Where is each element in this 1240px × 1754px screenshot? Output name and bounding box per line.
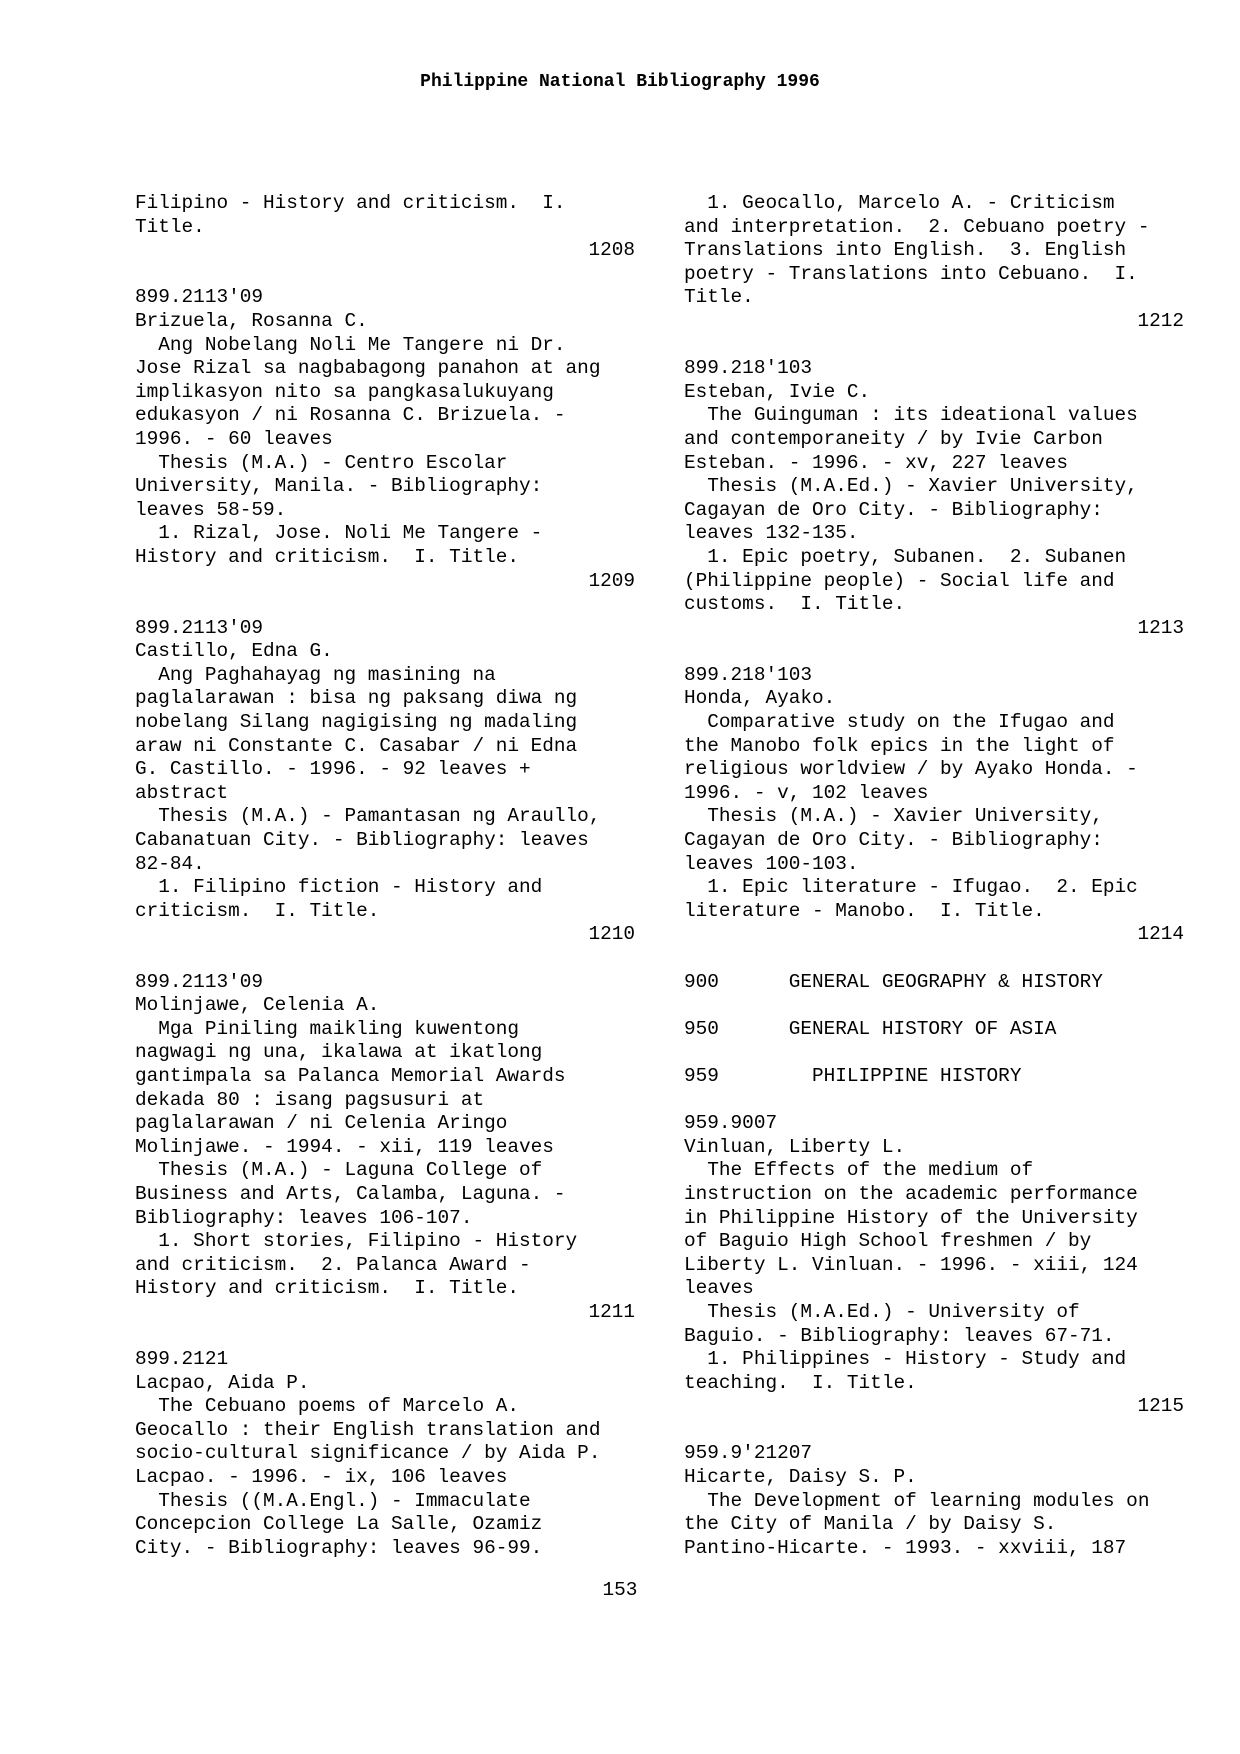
text-line: and interpretation. 2. Cebuano poetry - [684,215,1150,238]
text-line: Title. [135,215,205,238]
text-line: (Philippine people) - Social life and [684,569,1115,592]
entry-number: 1213 [1137,616,1184,639]
text-line: Thesis ((M.A.Engl.) - Immaculate [135,1489,531,1512]
text-line [684,1041,1184,1065]
text-line: Thesis (M.A.Ed.) - Xavier University, [684,475,1138,498]
text-line [684,994,1184,1018]
text-line: teaching. I. Title. [684,1371,917,1394]
text-line: in Philippine History of the University [684,1206,1138,1229]
text-line: 1. Short stories, Filipino - History [135,1230,578,1253]
text-line: 950 GENERAL HISTORY OF ASIA [684,1017,1057,1040]
text-line: Cabanatuan City. - Bibliography: leaves [135,829,589,852]
text-line: G. Castillo. - 1996. - 92 leaves + [135,758,531,781]
text-line: religious worldview / by Ayako Honda. - [684,758,1138,781]
text-line: nagwagi ng una, ikalawa at ikatlong [135,1041,543,1064]
text-line: Comparative study on the Ifugao and [684,711,1115,734]
text-line: literature - Manobo. I. Title. [684,899,1045,922]
text-line: Baguio. - Bibliography: leaves 67-71. [684,1324,1115,1347]
text-line [684,334,1184,358]
text-line: Castillo, Edna G. [135,640,333,663]
text-line: the Manobo folk epics in the light of [684,734,1115,757]
text-line: Hicarte, Daisy S. P. [684,1466,917,1489]
entry-number: 1212 [1137,309,1184,332]
text-line: leaves 58-59. [135,498,287,521]
text-line: Esteban. - 1996. - xv, 227 leaves [684,451,1068,474]
text-line [684,1419,1184,1443]
text-line: Pantino-Hicarte. - 1993. - xxviii, 187 [684,1536,1127,1559]
text-line: criticism. I. Title. [135,899,380,922]
text-line: Lacpao, Aida P. [135,1371,310,1394]
text-line: 900 GENERAL GEOGRAPHY & HISTORY [684,970,1103,993]
text-line: nobelang Silang nagigising ng madaling [135,711,578,734]
text-line: of Baguio High School freshmen / by [684,1230,1092,1253]
text-line: Ang Paghahayag ng masining na [135,663,496,686]
text-line: paglalarawan : bisa ng paksang diwa ng [135,687,578,710]
text-line: Geocallo : their English translation and [135,1418,601,1441]
text-line [135,947,635,971]
page-title: Philippine National Bibliography 1996 [420,72,820,92]
text-line: Ang Nobelang Noli Me Tangere ni Dr. [135,333,566,356]
entry-number: 1208 [588,239,635,262]
text-line: 899.2121 [135,1348,229,1371]
text-line: implikasyon nito sa pangkasalukuyang [135,380,554,403]
text-line: Honda, Ayako. [684,687,836,710]
text-line: 959.9'21207 [684,1442,812,1465]
text-line: Molinjawe. - 1994. - xii, 119 leaves [135,1135,554,1158]
text-line: Esteban, Ivie C. [684,380,871,403]
text-line: paglalarawan / ni Celenia Aringo [135,1112,508,1135]
text-line: Business and Arts, Calamba, Laguna. - [135,1182,566,1205]
text-line: leaves 100-103. [684,852,859,875]
text-line: 899.2113'09 [135,286,263,309]
entry-number: 1209 [588,569,635,592]
page-number: 153 [602,1579,638,1601]
text-line [135,1325,635,1349]
text-line: instruction on the academic performance [684,1182,1138,1205]
text-line: Thesis (M.A.) - Centro Escolar [135,451,508,474]
text-line: History and criticism. I. Title. [135,1277,519,1300]
text-line: Brizuela, Rosanna C. [135,309,368,332]
text-line: Cagayan de Oro City. - Bibliography: [684,498,1103,521]
text-line: Jose Rizal sa nagbabagong panahon at ang [135,357,601,380]
text-line: Thesis (M.A.) - Pamantasan ng Araullo, [135,805,601,828]
text-line [684,1089,1184,1113]
text-line: Bibliography: leaves 106-107. [135,1206,473,1229]
text-line: 1996. - 60 leaves [135,427,333,450]
text-line: 959.9007 [684,1112,778,1135]
text-line: Title. [684,286,754,309]
text-line: 1. Rizal, Jose. Noli Me Tangere - [135,522,543,545]
text-line: 959 PHILIPPINE HISTORY [684,1064,1022,1087]
text-line: poetry - Translations into Cebuano. I. [684,262,1138,285]
text-line: 899.2113'09 [135,970,263,993]
text-line: customs. I. Title. [684,593,906,616]
text-line: University, Manila. - Bibliography: [135,475,543,498]
text-line: 899.218'103 [684,663,812,686]
text-line: The Effects of the medium of [684,1159,1034,1182]
text-line [135,593,635,617]
text-line [684,947,1184,971]
text-line: Lacpao. - 1996. - ix, 106 leaves [135,1466,508,1489]
text-line: 1. Epic poetry, Subanen. 2. Subanen [684,545,1127,568]
text-line: Thesis (M.A.) - Laguna College of [135,1159,543,1182]
text-line: 1. Epic literature - Ifugao. 2. Epic [684,876,1138,899]
text-line: The Cebuano poems of Marcelo A. [135,1395,519,1418]
text-line: Molinjawe, Celenia A. [135,994,380,1017]
text-line [684,640,1184,664]
text-line: History and criticism. I. Title. [135,545,519,568]
text-line [135,263,635,287]
text-line: Concepcion College La Salle, Ozamiz [135,1513,543,1536]
text-line: edukasyon / ni Rosanna C. Brizuela. - [135,404,566,427]
text-line: Translations into English. 3. English [684,239,1127,262]
text-line: the City of Manila / by Daisy S. [684,1513,1057,1536]
text-line: Mga Piniling maikling kuwentong [135,1017,519,1040]
left-column [135,192,635,1560]
entry-number: 1214 [1137,923,1184,946]
text-line: araw ni Constante C. Casabar / ni Edna [135,734,578,757]
text-line: leaves 132-135. [684,522,859,545]
text-line: Thesis (M.A.) - Xavier University, [684,805,1103,828]
text-line: 1. Filipino fiction - History and [135,876,543,899]
text-line: 82-84. [135,852,205,875]
text-line: gantimpala sa Palanca Memorial Awards [135,1064,566,1087]
entry-number: 1210 [588,923,635,946]
text-line: leaves [684,1277,754,1300]
text-line: The Guinguman : its ideational values [684,404,1138,427]
text-line: 899.2113'09 [135,616,263,639]
entry-number: 1211 [588,1300,635,1323]
text-line: 899.218'103 [684,357,812,380]
text-line: The Development of learning modules on [684,1489,1150,1512]
text-line: City. - Bibliography: leaves 96-99. [135,1536,543,1559]
text-line: and criticism. 2. Palanca Award - [135,1253,531,1276]
text-line: dekada 80 : isang pagsusuri at [135,1088,485,1111]
text-line: and contemporaneity / by Ivie Carbon [684,427,1103,450]
text-line: Cagayan de Oro City. - Bibliography: [684,829,1103,852]
text-line: abstract [135,781,229,804]
text-line: Vinluan, Liberty L. [684,1135,906,1158]
text-line: Liberty L. Vinluan. - 1996. - xiii, 124 [684,1253,1138,1276]
text-line: socio-cultural significance / by Aida P. [135,1442,601,1465]
text-line: 1. Geocallo, Marcelo A. - Criticism [684,192,1115,214]
right-column [684,192,1184,1560]
text-line: 1996. - v, 102 leaves [684,781,929,804]
text-line: Thesis (M.A.Ed.) - University of [684,1300,1080,1323]
text-line: Filipino - History and criticism. I. [135,192,566,214]
entry-number: 1215 [1137,1395,1184,1418]
text-line: 1. Philippines - History - Study and [684,1348,1127,1371]
